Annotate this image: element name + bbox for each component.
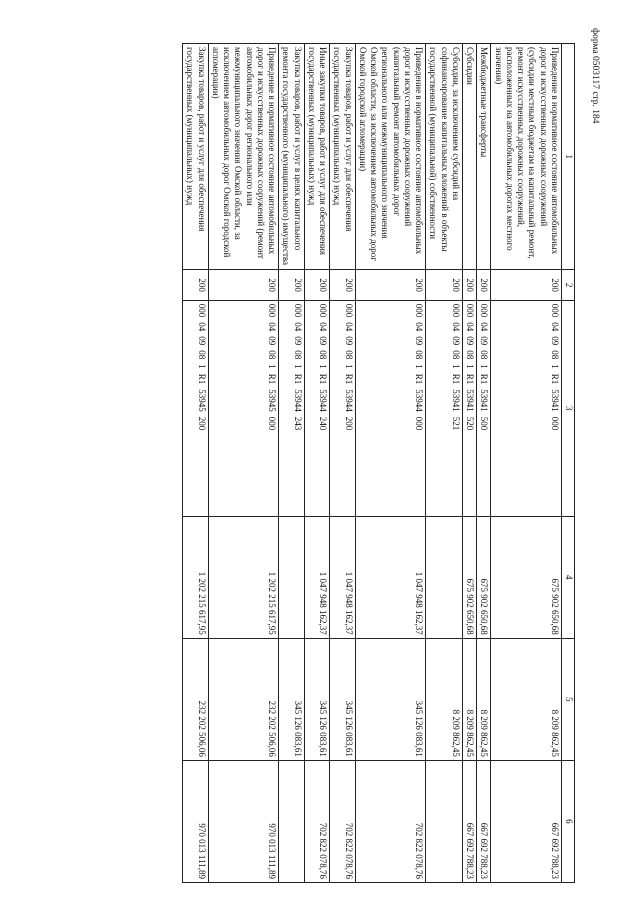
budget-code-part: 520 (465, 416, 476, 431)
row-approved-amount (279, 516, 305, 638)
row-remaining-amount (426, 760, 463, 882)
row-executed-amount: 8 209 862,45 (426, 638, 463, 760)
budget-code-part: 000 (465, 303, 476, 318)
budget-code-part: 1 (451, 364, 461, 369)
table-row (208, 44, 279, 883)
budget-code-parts (292, 304, 303, 513)
table-row (304, 44, 330, 883)
row-remaining-amount: 970 013 111,89 (208, 760, 279, 882)
budget-code-part: 1 (465, 364, 476, 369)
row-line-code: 200 (330, 270, 356, 300)
budget-code-parts (413, 304, 424, 513)
row-remaining-amount: 667 692 788,23 (477, 760, 491, 882)
row-executed-amount: 345 126 083,61 (330, 638, 356, 760)
budget-code-part: 000 (479, 303, 490, 318)
header-col-6: 6 (562, 760, 575, 882)
budget-code-part: 09 (479, 336, 490, 346)
row-budget-code (279, 300, 305, 516)
budget-code-part: 04 (318, 322, 329, 332)
row-executed-amount: 8 209 862,45 (463, 638, 477, 760)
row-remaining-amount: 667 692 788,23 (491, 760, 562, 882)
budget-code-part: 09 (414, 336, 425, 346)
row-line-code: 200 (183, 270, 209, 300)
budget-code-part: 53941 (465, 389, 476, 412)
budget-code-part: 000 (550, 416, 560, 431)
budget-code-parts (549, 304, 560, 513)
budget-code-part: R1 (292, 373, 303, 385)
row-executed-amount: 345 126 083,61 (355, 638, 426, 760)
report-table (182, 43, 575, 883)
row-remaining-amount: 702 822 078,76 (355, 760, 426, 882)
header-col-2: 2 (562, 270, 575, 300)
row-line-code: 200 (426, 270, 463, 300)
budget-code-part: 000 (267, 416, 278, 431)
row-approved-amount: 1 047 948 162,37 (304, 516, 330, 638)
budget-code-part: R1 (451, 373, 461, 385)
budget-code-part: 000 (343, 303, 354, 318)
budget-code-part: 04 (343, 322, 354, 332)
row-executed-amount: 8 209 862,45 (477, 638, 491, 760)
budget-code-part: 09 (451, 336, 461, 346)
budget-code-part: R1 (414, 373, 425, 385)
budget-code-part: R1 (343, 373, 354, 385)
budget-code-part: 53941 (479, 389, 490, 412)
budget-code-part: 000 (451, 303, 461, 318)
budget-code-part: 08 (414, 350, 425, 360)
budget-code-part: 09 (292, 336, 303, 346)
row-executed-amount: 232 202 506,06 (208, 638, 279, 760)
budget-code-part: 08 (465, 350, 476, 360)
budget-code-part: 1 (267, 364, 278, 369)
report-table-container (55, 43, 575, 883)
budget-code-parts (196, 304, 207, 513)
budget-code-parts (317, 304, 328, 513)
form-label: форма 0503117 стр. 184 (590, 28, 600, 124)
row-budget-code (426, 300, 463, 516)
budget-code-part: 53941 (451, 389, 461, 412)
table-row (279, 44, 305, 883)
budget-code-parts (478, 304, 489, 513)
budget-code-parts (343, 304, 354, 513)
row-budget-code (183, 300, 209, 516)
budget-code-part: 243 (292, 416, 303, 431)
row-budget-code (304, 300, 330, 516)
table-row (330, 44, 356, 883)
budget-code-part: 09 (318, 336, 329, 346)
budget-code-part: 53944 (414, 389, 425, 412)
budget-code-part: 000 (196, 303, 207, 318)
budget-code-part: 08 (343, 350, 354, 360)
row-approved-amount: 675 902 650,68 (477, 516, 491, 638)
row-line-code: 200 (491, 270, 562, 300)
budget-code-part: 1 (479, 364, 490, 369)
budget-code-part: 08 (451, 350, 461, 360)
budget-code-part: R1 (465, 373, 476, 385)
budget-code-part: 200 (343, 416, 354, 431)
row-budget-code (330, 300, 356, 516)
row-name: Приведение в нормативное состояние автомобильных дорог и искусственных дорожных сооружений (субсидии местным бюджетам на капитальный ремонт, ремонт искусственных дорожных сооружений, расположенных на автомобильных дорогах местного значения) (491, 44, 562, 270)
budget-code-part: 1 (292, 364, 303, 369)
budget-code-part: 53945 (196, 389, 207, 412)
row-name: Субсидии (463, 44, 477, 270)
budget-code-part: 000 (414, 303, 425, 318)
row-approved-amount: 1 202 215 617,95 (208, 516, 279, 638)
budget-code-part: 000 (292, 303, 303, 318)
budget-code-part: 04 (479, 322, 490, 332)
row-name: Приведение в нормативное состояние автомобильных дорог и искусственных дорожных сооружений (ремонт автомобильных дорог регионального или межмуниципального значения Омской области, за исключением автомобильных дорог Омской городской агломерации) (208, 44, 279, 270)
row-executed-amount: 232 202 506,06 (183, 638, 209, 760)
row-line-code: 200 (279, 270, 305, 300)
row-name: Закупка товаров, работ и услуг в целях капитального ремонта государственного (муниципального) имущества (279, 44, 305, 270)
budget-code-part: 04 (550, 322, 560, 332)
budget-code-part: 08 (550, 350, 560, 360)
budget-code-part: 240 (318, 416, 329, 431)
budget-code-part: 1 (414, 364, 425, 369)
budget-code-part: 09 (343, 336, 354, 346)
row-line-code: 200 (208, 270, 279, 300)
budget-code-part: 1 (550, 364, 560, 369)
row-approved-amount: 1 047 948 162,37 (330, 516, 356, 638)
row-budget-code (463, 300, 477, 516)
budget-code-part: 08 (292, 350, 303, 360)
row-line-code: 200 (477, 270, 491, 300)
budget-code-part: 53944 (343, 389, 354, 412)
row-remaining-amount (279, 760, 305, 882)
row-budget-code (477, 300, 491, 516)
budget-code-part: R1 (267, 373, 278, 385)
budget-code-parts (464, 304, 475, 513)
row-executed-amount: 8 209 862,45 (491, 638, 562, 760)
table-row (426, 44, 463, 883)
row-line-code: 200 (463, 270, 477, 300)
budget-code-part: 09 (196, 336, 207, 346)
row-approved-amount: 675 902 650,68 (491, 516, 562, 638)
budget-code-part: 000 (550, 303, 560, 318)
budget-code-part: 04 (267, 322, 278, 332)
row-line-code: 200 (304, 270, 330, 300)
row-line-code: 200 (355, 270, 426, 300)
table-row (491, 44, 562, 883)
table-row (463, 44, 477, 883)
budget-code-part: 04 (196, 322, 207, 332)
budget-code-part: 500 (479, 416, 490, 431)
row-name: Субсидии, за исключением субсидий на софинансирование капитальных вложений в объекты государственной (муниципальной) собственности (426, 44, 463, 270)
row-executed-amount: 345 126 083,61 (279, 638, 305, 760)
row-name: Иные закупки товаров, работ и услуг для обеспечения государственных (муниципальных) нужд (304, 44, 330, 270)
row-approved-amount: 675 902 650,68 (463, 516, 477, 638)
header-col-3: 3 (562, 300, 575, 516)
budget-code-part: 200 (196, 416, 207, 431)
budget-code-part: 53941 (550, 389, 560, 412)
row-remaining-amount: 667 692 788,23 (463, 760, 477, 882)
budget-code-part: 09 (550, 336, 560, 346)
budget-code-part: 04 (414, 322, 425, 332)
row-budget-code (355, 300, 426, 516)
header-col-4: 4 (562, 516, 575, 638)
budget-code-part: 08 (267, 350, 278, 360)
budget-code-part: R1 (550, 373, 560, 385)
budget-code-part: 000 (414, 416, 425, 431)
budget-code-part: 000 (318, 303, 329, 318)
budget-code-part: 000 (267, 303, 278, 318)
budget-code-part: 53945 (267, 389, 278, 412)
budget-code-part: 1 (196, 364, 207, 369)
budget-code-part: 09 (465, 336, 476, 346)
budget-code-part: 08 (479, 350, 490, 360)
table-row (355, 44, 426, 883)
table-row (183, 44, 209, 883)
row-approved-amount (426, 516, 463, 638)
budget-code-part: 04 (451, 322, 461, 332)
row-name: Закупка товаров, работ и услуг для обеспечения государственных (муниципальных) нужд (330, 44, 356, 270)
header-col-1: 1 (562, 44, 575, 270)
budget-code-part: 53944 (292, 389, 303, 412)
budget-code-parts (450, 304, 461, 513)
row-approved-amount: 1 202 215 617,95 (183, 516, 209, 638)
table-row (477, 44, 491, 883)
row-name: Межбюджетные трансферты (477, 44, 491, 270)
budget-code-part: 1 (318, 364, 329, 369)
row-remaining-amount: 970 013 111,89 (183, 760, 209, 882)
budget-code-part: R1 (318, 373, 329, 385)
row-remaining-amount: 702 822 078,76 (304, 760, 330, 882)
budget-code-part: 04 (292, 322, 303, 332)
budget-code-part: 521 (451, 416, 461, 431)
budget-code-part: 1 (343, 364, 354, 369)
row-approved-amount: 1 047 948 162,37 (355, 516, 426, 638)
row-budget-code (491, 300, 562, 516)
row-remaining-amount: 702 822 078,76 (330, 760, 356, 882)
row-executed-amount: 345 126 083,61 (304, 638, 330, 760)
budget-code-part: 08 (196, 350, 207, 360)
budget-code-part: R1 (479, 373, 490, 385)
budget-code-part: 09 (267, 336, 278, 346)
budget-code-part: 04 (465, 322, 476, 332)
budget-code-parts (266, 304, 277, 513)
header-col-5: 5 (562, 638, 575, 760)
header-row (562, 44, 575, 883)
budget-code-part: 53944 (318, 389, 329, 412)
budget-code-part: 08 (318, 350, 329, 360)
row-name: Приведение в нормативное состояние автомобильных дорог и искусственных дорожных сооружений (капитальный ремонт автомобильных дорог регионального или межмуниципального значения Омской области, за исключением автомобильных дорог Омской городской агломерации) (355, 44, 426, 270)
row-name: Закупка товаров, работ и услуг для обеспечения государственных (муниципальных) нужд (183, 44, 209, 270)
budget-code-part: R1 (196, 373, 207, 385)
row-budget-code (208, 300, 279, 516)
